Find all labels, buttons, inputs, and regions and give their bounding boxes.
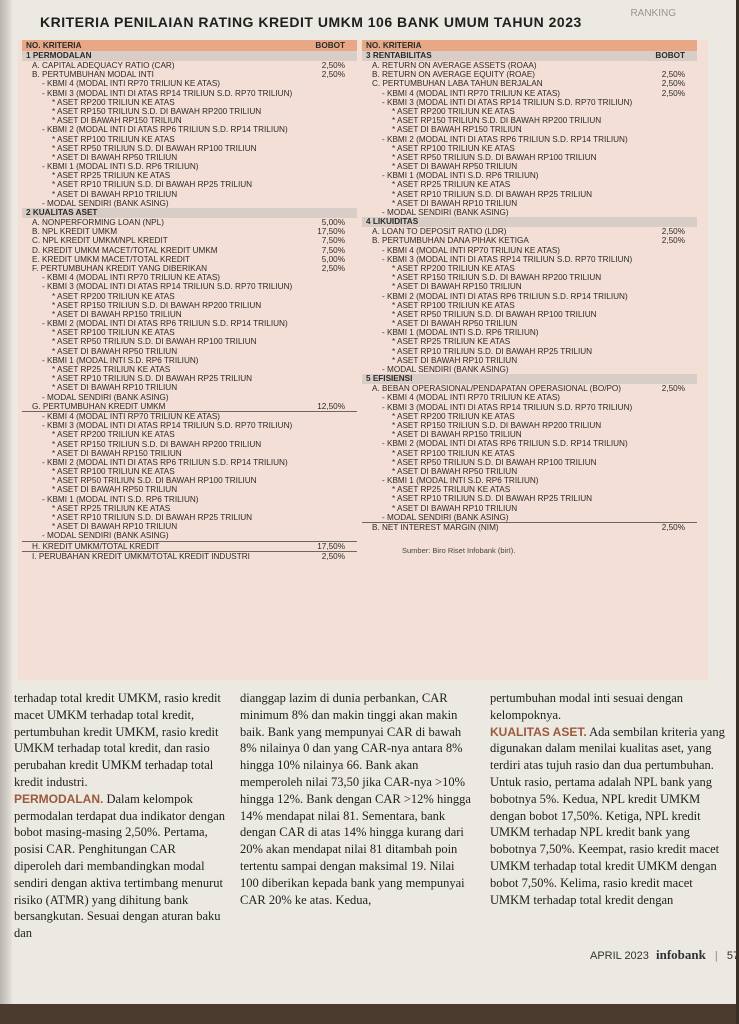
criteria-row [22,162,357,171]
criteria-row [362,227,697,236]
criteria-label: E. KREDIT UMKM MACET/TOTAL KREDIT [32,254,191,264]
criteria-row [22,421,357,430]
criteria-row [22,552,357,561]
criteria-label: * ASET DI BAWAH RP10 TRILIUN [392,503,518,513]
criteria-label: H. KREDIT UMKM/TOTAL KREDIT [32,541,160,551]
criteria-row [362,236,697,245]
criteria-label: C. NPL KREDIT UMKM/NPL KREDIT [32,236,168,246]
issue-date: APRIL 2023 [590,950,649,962]
criteria-label: - KBMI 1 (MODAL INTI S.D. RP6 TRILIUN) [382,328,539,338]
criteria-row [362,199,697,208]
criteria-row [22,61,357,70]
page-footer [590,947,739,963]
criteria-label: - KBMI 2 (MODAL INTI DI ATAS RP6 TRILIUN S.D. RP14 TRILIUN) [382,439,628,449]
criteria-row [22,282,357,291]
criteria-label: A. RETURN ON AVERAGE ASSETS (ROAA) [372,61,537,70]
criteria-row [362,61,697,70]
criteria-label: * ASET RP25 TRILIUN KE ATAS [392,485,511,495]
criteria-row [362,40,697,51]
criteria-label: * ASET DI BAWAH RP150 TRILIUN [52,116,182,126]
criteria-weight: 2,50% [661,88,685,98]
criteria-label: * ASET DI BAWAH RP10 TRILIUN [52,522,178,532]
criteria-label: * ASET DI BAWAH RP150 TRILIUN [52,309,182,319]
criteria-row [22,383,357,392]
article-column-1 [14,690,226,942]
criteria-row [362,356,697,365]
criteria-label: - MODAL SENDIRI (BANK ASING) [382,512,509,522]
criteria-label: * ASET RP150 TRILIUN S.D. DI BAWAH RP200 TRILIUN [392,116,602,126]
criteria-label: D. KREDIT UMKM MACET/TOTAL KREDIT UMKM [32,245,218,255]
criteria-label: - KBMI 3 (MODAL INTI DI ATAS RP14 TRILIUN S.D. RP70 TRILIUN) [382,97,633,107]
article-paragraph [14,791,226,942]
criteria-row [22,264,357,273]
criteria-row [22,144,357,153]
criteria-row [22,236,357,245]
criteria-label: * ASET RP50 TRILIUN S.D. DI BAWAH RP100 TRILIUN [52,476,257,486]
criteria-row [22,504,357,513]
criteria-row [362,393,697,402]
criteria-label: - KBMI 3 (MODAL INTI DI ATAS RP14 TRILIUN S.D. RP70 TRILIUN) [42,88,293,98]
criteria-label: - KBMI 2 (MODAL INTI DI ATAS RP6 TRILIUN S.D. RP14 TRILIUN) [42,125,288,135]
criteria-row [362,439,697,448]
criteria-label: - KBMI 3 (MODAL INTI DI ATAS RP14 TRILIUN S.D. RP70 TRILIUN) [42,421,293,431]
article-paragraph [490,690,726,724]
criteria-row [22,393,357,402]
criteria-row [362,337,697,346]
criteria-row [362,467,697,476]
paragraph-text: terhadap total kredit UMKM, rasio kredit macet UMKM terhadap total kredit, pertumbuhan kredit UMKM, rasio kredit UMKM terhadap total kredit, dan rasio perubahan kredit UMKM terhadap total kredit industri. [14,691,221,789]
criteria-label: - KBMI 3 (MODAL INTI DI ATAS RP14 TRILIUN S.D. RP70 TRILIUN) [382,254,633,264]
criteria-row [362,98,697,107]
criteria-row [22,208,357,218]
page-number: 57 [726,950,739,962]
criteria-label: * ASET RP200 TRILIUN KE ATAS [52,97,175,107]
criteria-row [362,310,697,319]
criteria-row [22,319,357,328]
criteria-label: * ASET DI BAWAH RP10 TRILIUN [392,198,518,208]
criteria-row [22,356,357,365]
criteria-row [22,402,357,412]
criteria-label: * ASET RP150 TRILIUN S.D. DI BAWAH RP200 TRILIUN [392,273,602,283]
criteria-weight: 2,50% [661,70,685,80]
criteria-row [22,531,357,541]
criteria-label: A. CAPITAL ADEQUACY RATIO (CAR) [32,61,175,70]
criteria-label: * ASET DI BAWAH RP50 TRILIUN [392,319,518,329]
criteria-row [362,180,697,189]
criteria-row [22,246,357,255]
criteria-row [22,125,357,134]
criteria-label: * ASET RP200 TRILIUN KE ATAS [52,430,175,440]
criteria-row [22,301,357,310]
criteria-label: - KBMI 1 (MODAL INTI S.D. RP6 TRILIUN) [42,355,199,365]
criteria-weight: 7,50% [321,236,345,246]
criteria-row [22,476,357,485]
criteria-label: - KBMI 1 (MODAL INTI S.D. RP6 TRILIUN) [382,476,539,486]
criteria-row [362,301,697,310]
criteria-label: NO. KRITERIA [26,41,82,50]
criteria-row [362,403,697,412]
criteria-row [22,430,357,439]
criteria-row [22,98,357,107]
criteria-row [22,89,357,98]
criteria-weight: 17,50% [317,227,345,237]
criteria-row [22,199,357,208]
criteria-label: - MODAL SENDIRI (BANK ASING) [42,531,169,541]
criteria-row [362,458,697,467]
criteria-label: - KBMI 3 (MODAL INTI DI ATAS RP14 TRILIUN S.D. RP70 TRILIUN) [42,282,293,292]
criteria-label: - KBMI 4 (MODAL INTI RP70 TRILIUN KE ATAS) [382,88,561,98]
criteria-row [362,449,697,458]
criteria-weight: 2,50% [321,263,345,273]
criteria-weight: 2,50% [661,384,685,394]
criteria-row [22,310,357,319]
paragraph-text: pertumbuhan modal inti sesuai dengan kelompoknya. [490,691,684,722]
criteria-label: * ASET RP10 TRILIUN S.D. DI BAWAH RP25 TRILIUN [52,374,253,384]
criteria-label: * ASET RP50 TRILIUN S.D. DI BAWAH RP100 TRILIUN [392,457,597,467]
criteria-row [362,273,697,282]
criteria-row [22,365,357,374]
criteria-row [362,421,697,430]
criteria-label: * ASET RP200 TRILIUN KE ATAS [392,263,515,273]
criteria-label: * ASET RP25 TRILIUN KE ATAS [392,180,511,190]
criteria-row [22,440,357,449]
criteria-label: * ASET RP150 TRILIUN S.D. DI BAWAH RP200 TRILIUN [52,439,262,449]
criteria-weight: 2,50% [661,79,685,89]
criteria-label: * ASET RP200 TRILIUN KE ATAS [52,291,175,301]
criteria-row [362,162,697,171]
criteria-label: - KBMI 2 (MODAL INTI DI ATAS RP6 TRILIUN S.D. RP14 TRILIUN) [42,319,288,329]
criteria-weight: 2,50% [661,523,685,532]
criteria-label: * ASET DI BAWAH RP10 TRILIUN [52,189,178,199]
criteria-row [362,430,697,439]
criteria-label: * ASET RP10 TRILIUN S.D. DI BAWAH RP25 TRILIUN [392,346,593,356]
criteria-column-right [362,40,697,555]
criteria-label: * ASET RP100 TRILIUN KE ATAS [52,328,175,338]
criteria-label: * ASET RP50 TRILIUN S.D. DI BAWAH RP100 TRILIUN [52,143,257,153]
criteria-row [362,70,697,79]
criteria-label: * ASET RP10 TRILIUN S.D. DI BAWAH RP25 TRILIUN [392,494,593,504]
criteria-label: B. RETURN ON AVERAGE EQUITY (ROAE) [372,70,536,80]
criteria-row [362,384,697,393]
criteria-label: * ASET DI BAWAH RP150 TRILIUN [52,448,182,458]
criteria-label: * ASET DI BAWAH RP10 TRILIUN [52,383,178,393]
table-surface-edge [0,1004,736,1024]
criteria-row [22,218,357,227]
criteria-label: * ASET RP150 TRILIUN S.D. DI BAWAH RP200 TRILIUN [52,300,262,310]
criteria-label: * ASET DI BAWAH RP50 TRILIUN [392,162,518,172]
criteria-label: A. BEBAN OPERASIONAL/PENDAPATAN OPERASIONAL (BO/PO) [372,384,622,394]
section-lead: KUALITAS ASET. [490,724,587,739]
criteria-label: * ASET RP10 TRILIUN S.D. DI BAWAH RP25 TRILIUN [392,189,593,199]
criteria-weight: 12,50% [317,401,345,411]
criteria-label: - KBMI 1 (MODAL INTI S.D. RP6 TRILIUN) [42,162,199,172]
criteria-row [22,51,357,61]
magazine-logo: infobank [655,947,706,962]
criteria-label: * ASET RP100 TRILIUN KE ATAS [52,467,175,477]
criteria-label: * ASET RP25 TRILIUN KE ATAS [52,365,171,374]
criteria-row [22,485,357,494]
criteria-label: * ASET RP25 TRILIUN KE ATAS [52,503,171,513]
criteria-label: * ASET RP10 TRILIUN S.D. DI BAWAH RP25 TRILIUN [52,180,253,190]
criteria-row [22,190,357,199]
criteria-label: * ASET DI BAWAH RP150 TRILIUN [392,430,522,440]
right-rows [362,40,697,532]
criteria-label: F. PERTUMBUHAN KREDIT YANG DIBERIKAN [32,263,208,273]
criteria-row [22,337,357,346]
criteria-row [362,51,697,61]
criteria-row [362,190,697,199]
criteria-label: - MODAL SENDIRI (BANK ASING) [382,208,509,217]
criteria-label: 1 PERMODALAN [26,51,92,60]
criteria-label: * ASET DI BAWAH RP50 TRILIUN [52,485,178,495]
criteria-weight: 2,50% [661,236,685,246]
criteria-row [362,79,697,88]
criteria-label: * ASET DI BAWAH RP150 TRILIUN [392,282,522,292]
criteria-row [22,107,357,116]
criteria-row [362,116,697,125]
criteria-label: - KBMI 1 (MODAL INTI S.D. RP6 TRILIUN) [42,494,199,504]
criteria-weight: BOBOT [655,51,685,60]
criteria-label: * ASET RP50 TRILIUN S.D. DI BAWAH RP100 TRILIUN [392,152,597,162]
criteria-row [22,328,357,337]
criteria-row [362,282,697,291]
criteria-row [362,153,697,162]
criteria-row [22,542,357,552]
criteria-label: A. NONPERFORMING LOAN (NPL) [32,218,164,227]
criteria-row [22,347,357,356]
criteria-label: * ASET RP50 TRILIUN S.D. DI BAWAH RP100 TRILIUN [52,337,257,347]
paragraph-text: Dalam kelompok permodalan terdapat dua indikator dengan bobot masing-masing 2,50%. Pertama, posisi CAR. Penghitungan CAR diperoleh dari membandingkan modal sendiri dengan aktiva tertimbang menurut risiko (ATMR) yang dihitung bank bersangkutan. Sesuai dengan aturan baku dan [14,791,226,941]
criteria-label: - MODAL SENDIRI (BANK ASING) [42,392,169,402]
criteria-label: 3 RENTABILITAS [366,51,432,60]
criteria-row [362,347,697,356]
criteria-label: NO. KRITERIA [366,41,422,50]
criteria-row [22,135,357,144]
criteria-table [18,40,708,680]
criteria-row [362,365,697,374]
criteria-row [22,273,357,282]
criteria-label: B. PERTUMBUHAN MODAL INTI [32,70,154,80]
criteria-label: - KBMI 4 (MODAL INTI RP70 TRILIUN KE ATAS) [42,411,221,421]
criteria-weight: 7,50% [321,245,345,255]
page-spine-shadow [0,0,12,1024]
criteria-label: * ASET DI BAWAH RP50 TRILIUN [52,152,178,162]
criteria-label: B. NET INTEREST MARGIN (NIM) [372,523,499,532]
table-source: Sumber: Biro Riset Infobank (birI). [402,546,516,556]
criteria-row [22,412,357,421]
article-paragraph [490,724,726,909]
criteria-label: * ASET DI BAWAH RP150 TRILIUN [392,125,522,135]
criteria-label: * ASET RP150 TRILIUN S.D. DI BAWAH RP200 TRILIUN [392,420,602,430]
article-paragraph [240,690,472,908]
criteria-row [22,79,357,88]
criteria-label: * ASET RP100 TRILIUN KE ATAS [392,448,515,458]
criteria-weight: 17,50% [317,541,345,551]
criteria-row [22,467,357,476]
criteria-label: - MODAL SENDIRI (BANK ASING) [42,198,169,208]
criteria-row [362,125,697,134]
criteria-row [362,89,697,98]
criteria-row [362,523,697,532]
criteria-label: C. PERTUMBUHAN LABA TAHUN BERJALAN [372,79,543,89]
criteria-weight: 2,50% [321,61,345,70]
criteria-row [22,292,357,301]
criteria-row [362,292,697,301]
criteria-label: * ASET DI BAWAH RP10 TRILIUN [392,355,518,365]
criteria-label: * ASET RP150 TRILIUN S.D. DI BAWAH RP200 TRILIUN [52,106,262,116]
criteria-label: - KBMI 2 (MODAL INTI DI ATAS RP6 TRILIUN S.D. RP14 TRILIUN) [42,457,288,467]
criteria-label: I. PERUBAHAN KREDIT UMKM/TOTAL KREDIT INDUSTRI [32,551,250,561]
criteria-row [362,412,697,421]
criteria-row [362,246,697,255]
footer-separator: | [714,950,718,962]
criteria-row [362,171,697,180]
criteria-weight: 5,00% [321,218,345,227]
criteria-label: B. NPL KREDIT UMKM [32,227,118,237]
criteria-weight: 2,50% [321,70,345,80]
criteria-weight: BOBOT [315,41,345,50]
criteria-label: A. LOAN TO DEPOSIT RATIO (LDR) [372,227,507,237]
criteria-label: 2 KUALITAS ASET [26,208,98,217]
criteria-row [22,495,357,504]
criteria-label: * ASET DI BAWAH RP50 TRILIUN [52,346,178,356]
criteria-label: - KBMI 3 (MODAL INTI DI ATAS RP14 TRILIUN S.D. RP70 TRILIUN) [382,402,633,412]
criteria-row [22,70,357,79]
criteria-row [22,153,357,162]
criteria-weight: 5,00% [321,254,345,264]
table-title: KRITERIA PENILAIAN RATING KREDIT UMKM 106 BANK UMUM TAHUN 2023 [40,14,582,30]
criteria-row [362,513,697,523]
criteria-row [22,40,357,51]
article-column-3 [490,690,726,908]
criteria-label: - KBMI 1 (MODAL INTI S.D. RP6 TRILIUN) [382,171,539,181]
criteria-weight: 2,50% [321,551,345,561]
criteria-label: * ASET RP200 TRILIUN KE ATAS [392,411,515,421]
criteria-label: G. PERTUMBUHAN KREDIT UMKM [32,401,166,411]
criteria-row [22,449,357,458]
criteria-row [22,513,357,522]
criteria-label: * ASET RP25 TRILIUN KE ATAS [52,171,171,181]
criteria-label: * ASET RP100 TRILIUN KE ATAS [392,143,515,153]
criteria-label: B. PERTUMBUHAN DANA PIHAK KETIGA [372,236,529,246]
criteria-label: * ASET DI BAWAH RP50 TRILIUN [392,466,518,476]
criteria-row [362,494,697,503]
section-lead: PERMODALAN. [14,791,104,806]
criteria-column-left [22,40,357,561]
criteria-weight: 2,50% [661,227,685,237]
paragraph-text: dianggap lazim di dunia perbankan, CAR minimum 8% dan makin tinggi akan makin baik. Bank yang mempunyai CAR di bawah 8% nilainya 0 dan yang CAR-nya antara 8% hingga 10% nilainya 66. Bank akan memperoleh nilai 73,50 jika CAR-nya >10% hingga 12%. Bank dengan CAR >12% hingga 14% mendapat nilai 81. Sementara, bank dengan CAR di atas 14% hingga kurang dari 20% akan mendapat nilai 81 ditambah poin tertentu sampai dengan maksimal 19. Nilai 100 diberikan kepada bank yang mempunyai CAR 20% ke atas. Kedua, [240,691,471,907]
criteria-row [362,135,697,144]
criteria-label: - KBMI 2 (MODAL INTI DI ATAS RP6 TRILIUN S.D. RP14 TRILIUN) [382,291,628,301]
criteria-label: * ASET RP100 TRILIUN KE ATAS [52,134,175,144]
criteria-row [22,255,357,264]
criteria-label: * ASET RP100 TRILIUN KE ATAS [392,300,515,310]
criteria-row [362,476,697,485]
criteria-label: * ASET RP50 TRILIUN S.D. DI BAWAH RP100 TRILIUN [392,309,597,319]
criteria-row [362,374,697,384]
criteria-row [362,255,697,264]
criteria-label: 4 LIKUIDITAS [366,217,419,227]
criteria-row [362,319,697,328]
criteria-row [22,374,357,383]
paragraph-text: Ada sembilan kriteria yang digunakan dalam menilai kualitas aset, yang terdiri atas tujuh rasio dan dua pertumbuhan. Untuk rasio, pertama adalah NPL bank yang bobotnya 5%. Kedua, NPL kredit UMKM dengan bobot 17,50%. Ketiga, NPL kredit UMKM terhadap NPL kredit bank yang bobotnya 7,50%. Keempat, rasio kredit macet UMKM terhadap total kredit UMKM dengan bobot 7,50%. Kelima, rasio kredit macet UMKM terhadap total kredit dengan [490,724,725,907]
article-column-2 [240,690,472,908]
criteria-row [362,485,697,494]
criteria-row [22,180,357,189]
criteria-label: - KBMI 2 (MODAL INTI DI ATAS RP6 TRILIUN S.D. RP14 TRILIUN) [382,134,628,144]
criteria-label: - KBMI 4 (MODAL INTI RP70 TRILIUN KE ATAS) [382,245,561,255]
criteria-row [22,116,357,125]
criteria-row [22,458,357,467]
criteria-row [362,144,697,153]
criteria-row [22,171,357,180]
criteria-row [22,227,357,236]
criteria-label: * ASET RP200 TRILIUN KE ATAS [392,106,515,116]
criteria-row [362,504,697,513]
criteria-label: * ASET RP10 TRILIUN S.D. DI BAWAH RP25 TRILIUN [52,513,253,522]
criteria-row [362,264,697,273]
criteria-label: - KBMI 4 (MODAL INTI RP70 TRILIUN KE ATAS) [42,79,221,89]
article-paragraph [14,690,226,791]
criteria-label: 5 EFISIENSI [366,374,413,384]
criteria-row [362,328,697,337]
criteria-label: - MODAL SENDIRI (BANK ASING) [382,365,509,374]
criteria-row [362,208,697,217]
criteria-label: - KBMI 4 (MODAL INTI RP70 TRILIUN KE ATAS) [382,393,561,403]
criteria-row [362,217,697,227]
criteria-label: * ASET RP25 TRILIUN KE ATAS [392,337,511,347]
criteria-row [362,107,697,116]
criteria-row [22,522,357,531]
header-strip: RANKING [630,8,676,19]
criteria-label: - KBMI 4 (MODAL INTI RP70 TRILIUN KE ATAS) [42,273,221,283]
